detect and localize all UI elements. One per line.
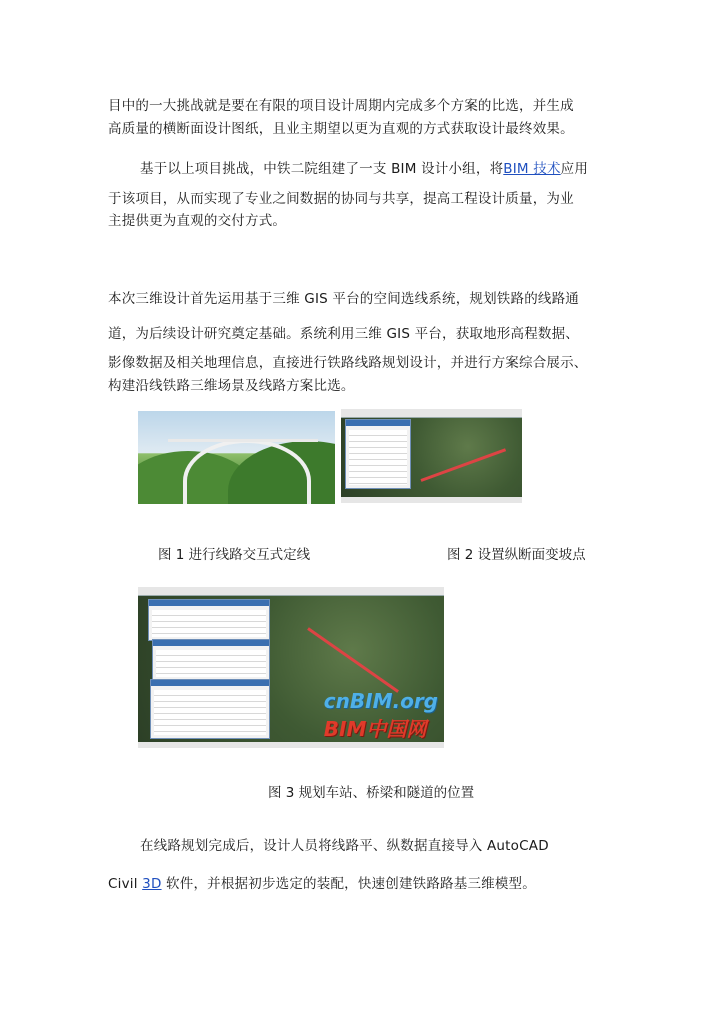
bridge-dialog xyxy=(152,639,270,681)
paragraph-3-line-2: 道，为后续设计研究奠定基础。系统利用三维 GIS 平台，获取地形高程数据、 xyxy=(108,326,579,342)
dialog-table xyxy=(156,650,266,677)
figure-1-caption: 图 1 进行线路交互式定线 xyxy=(158,547,311,563)
tunnel-dialog xyxy=(150,679,270,739)
route-line xyxy=(420,448,506,482)
paragraph-2-line-3: 主提供更为直观的交付方式。 xyxy=(108,213,287,229)
figure-3-caption: 图 3 规划车站、桥梁和隧道的位置 xyxy=(268,785,475,801)
app-toolbar xyxy=(341,409,522,418)
paragraph-3-line-1: 本次三维设计首先运用基于三维 GIS 平台的空间选线系统，规划铁路的线路通 xyxy=(108,291,579,307)
figure-2-gis-screenshot xyxy=(341,409,522,503)
paragraph-3-line-4: 构建沿线铁路三维场景及线路方案比选。 xyxy=(108,378,355,394)
route-line xyxy=(307,627,399,693)
dialog-table xyxy=(349,430,407,485)
station-dialog xyxy=(148,599,270,641)
cnbim-watermark-logo xyxy=(324,689,438,742)
paragraph-1-line-1: 目中的一大挑战就是要在有限的项目设计周期内完成多个方案的比选，并生成 xyxy=(108,98,574,114)
app-statusbar xyxy=(341,497,522,503)
paragraph-2-text: 基于以上项目挑战，中铁二院组建了一支 BIM 设计小组，将 xyxy=(140,161,504,177)
paragraph-2-text-end: 应用 xyxy=(560,161,589,177)
paragraph-4-text: Civil xyxy=(108,876,143,892)
dialog-title-bar xyxy=(153,640,269,646)
bim-technology-link[interactable]: BIM 技术 xyxy=(503,161,561,177)
figure-1-bridge-photo xyxy=(138,411,335,504)
paragraph-2-line-1 xyxy=(140,159,588,179)
dialog-table xyxy=(154,690,266,735)
paragraph-2-line-2: 于该项目，从而实现了专业之间数据的协同与共享，提高工程设计质量，为业 xyxy=(108,191,574,207)
app-statusbar xyxy=(138,742,444,748)
3d-link[interactable]: 3D xyxy=(142,876,162,892)
dialog-title-bar xyxy=(346,420,410,426)
paragraph-3-line-3: 影像数据及相关地理信息，直接进行铁路线路规划设计，并进行方案综合展示、 xyxy=(108,355,588,371)
watermark-top: cnBIM.org xyxy=(323,689,438,713)
paragraph-4-text-end: 软件，并根据初步选定的装配，快速创建铁路路基三维模型。 xyxy=(161,876,536,892)
app-toolbar xyxy=(138,587,444,596)
figure-2-caption: 图 2 设置纵断面变坡点 xyxy=(447,547,586,563)
paragraph-4-line-2 xyxy=(108,874,536,894)
figure-3-gis-screenshot xyxy=(138,587,444,748)
dialog-title-bar xyxy=(151,680,269,686)
bridge-deck xyxy=(168,439,318,442)
dialog-table xyxy=(152,610,266,637)
watermark-bottom: BIM中国网 xyxy=(323,717,427,741)
dialog-title-bar xyxy=(149,600,269,606)
paragraph-1-line-2: 高质量的横断面设计图纸，且业主期望以更为直观的方式获取设计最终效果。 xyxy=(108,121,574,137)
profile-dialog xyxy=(345,419,411,489)
paragraph-4-line-1: 在线路规划完成后，设计人员将线路平、纵数据直接导入 AutoCAD xyxy=(140,838,549,854)
